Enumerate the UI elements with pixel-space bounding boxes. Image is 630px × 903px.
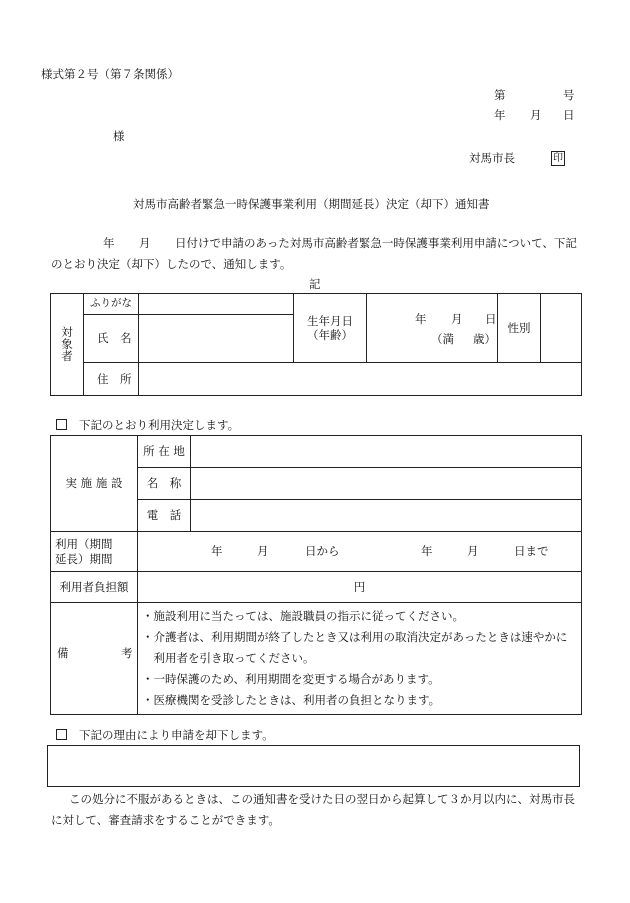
date-month: 月 (530, 108, 542, 122)
intro-year: 年 (103, 236, 115, 250)
appeal-notice-line-1: この処分に不服があるときは、この通知書を受けた日の翌日から起算して３か月以内に、対馬市長 (69, 792, 575, 806)
form-number: 様式第２号（第７条関係） (41, 67, 179, 81)
burden-label: 利用者負担額 (51, 572, 138, 603)
intro-line-1: 日付けで申請のあった対馬市高齢者緊急一時保護事業利用申請について、下記 (175, 236, 577, 250)
remark-item: ・医療機関を受診したときは、利用者の負担となります。 (142, 693, 441, 707)
facility-name-value[interactable] (191, 468, 582, 500)
location-label: 所 在 地 (138, 436, 191, 468)
period-value[interactable]: 年 月 日から 年 月 日まで (138, 532, 582, 572)
remark-item: ・一時保護のため、利用期間を変更する場合があります。 (142, 672, 440, 686)
address-value[interactable] (139, 363, 582, 396)
furigana-value[interactable] (139, 294, 294, 315)
date-year: 年 (494, 108, 506, 122)
date-day: 日 (563, 108, 575, 122)
facility-name-label: 名 称 (138, 468, 191, 500)
birthdate-label: 生年月日 （年齢） (294, 294, 367, 363)
location-value[interactable] (191, 436, 582, 468)
approve-checkbox[interactable] (56, 419, 67, 430)
phone-label: 電 話 (138, 500, 191, 532)
burden-value[interactable]: 円 (138, 572, 582, 603)
reject-checkbox[interactable] (56, 729, 67, 740)
remarks-label: 備 考 (51, 603, 138, 715)
address-label: 住 所 (84, 363, 139, 396)
sex-value[interactable] (541, 294, 582, 363)
name-label: 氏 名 (84, 315, 139, 363)
name-value[interactable] (139, 315, 294, 363)
approval-table (50, 435, 582, 715)
period-label: 利用（期間 延長）期間 (51, 532, 138, 572)
intro-line-2: のとおり決定（却下）したので、通知します。 (51, 257, 292, 271)
phone-value[interactable] (191, 500, 582, 532)
approve-heading: 下記のとおり利用決定します。 (56, 419, 239, 432)
document-title: 対馬市高齢者緊急一時保護事業利用（期間延長）決定（却下）通知書 (133, 197, 490, 211)
remark-item: ・施設利用に当たっては、施設職員の指示に従ってください。 (142, 609, 464, 623)
target-group-label: 対 象 者 (51, 294, 84, 396)
birthdate-value[interactable]: 年 月 日 （満 歳） (367, 294, 498, 363)
reject-heading: 下記の理由により申請を却下します。 (56, 729, 274, 742)
appeal-notice-line-2: に対して、審査請求をすることができます。 (51, 813, 280, 827)
remark-item: ・介護者は、利用期間が終了したとき又は利用の取消決定があったときは速やかに (142, 630, 568, 644)
reject-reason-box[interactable] (47, 745, 580, 787)
notice-number-suffix: 号 (563, 88, 575, 102)
seal-mark: 印 (553, 153, 563, 164)
intro-month: 月 (139, 236, 151, 250)
addressee-suffix: 様 (113, 129, 125, 143)
facility-label: 実 施 施 設 (51, 436, 138, 532)
sex-label: 性別 (498, 294, 541, 363)
ki-marker: 記 (309, 277, 321, 291)
notice-number-prefix: 第 (494, 88, 506, 102)
furigana-label: ふりがな (84, 294, 139, 315)
remarks-list (138, 603, 582, 715)
issuer-name: 対馬市長 (469, 151, 515, 165)
target-person-table (50, 293, 582, 396)
remark-item: 利用者を引き取ってください。 (142, 651, 315, 665)
